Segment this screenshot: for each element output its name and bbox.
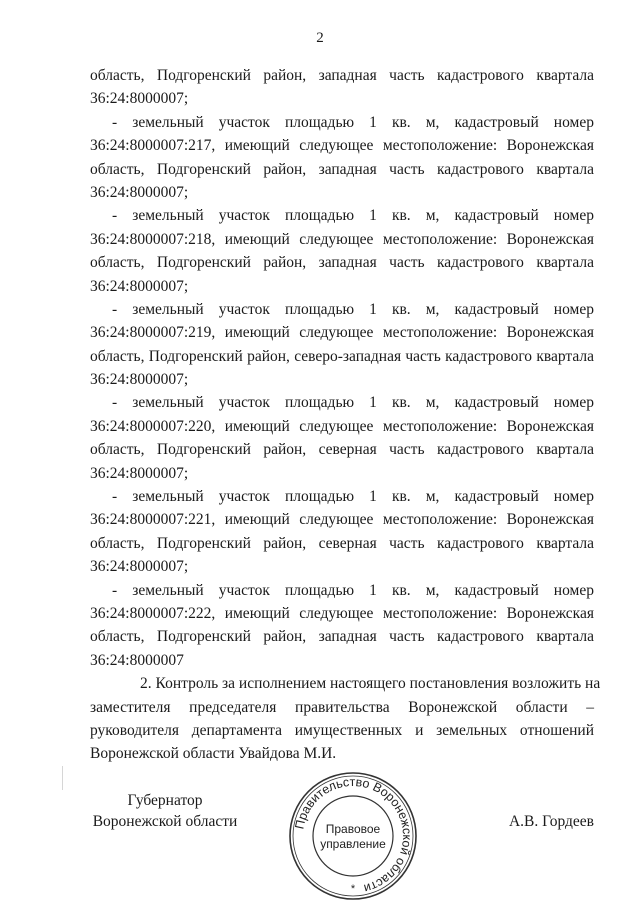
margin-mark: [62, 766, 63, 790]
text-line: область, Подгоренский район, западная часть кадастрового квартала: [90, 628, 594, 646]
signer-title: [90, 790, 240, 832]
text-line: 36:24:8000007: [90, 651, 184, 669]
text-line: - земельный участок площадью 1 кв. м, кадастровый номер: [112, 488, 594, 506]
document-body: [90, 64, 601, 766]
text-line: Воронежской области Увайдова М.И.: [90, 745, 337, 763]
seal-inner-line2: управление: [320, 837, 386, 851]
text-line: 36:24:8000007;: [90, 183, 189, 201]
signer-position: Губернатор: [127, 792, 203, 809]
text-line: - земельный участок площадью 1 кв. м, кадастровый номер: [112, 113, 594, 131]
text-line: 36:24:8000007:221, имеющий следующее местоположение: Воронежская: [90, 511, 594, 529]
text-line: область, Подгоренский район, западная часть кадастрового квартала: [90, 160, 594, 178]
text-line: - земельный участок площадью 1 кв. м, кадастровый номер: [112, 207, 594, 225]
text-line: 36:24:8000007:220, имеющий следующее местоположение: Воронежская: [90, 417, 594, 435]
text-line: область, Подгоренский район, северная часть кадастрового квартала: [90, 441, 594, 459]
signer-name: А.В. Гордеев: [508, 813, 594, 830]
signer-region: Воронежской области: [92, 813, 238, 830]
text-line: 2. Контроль за исполнением настоящего постановления возложить на: [140, 675, 601, 693]
text-line: 36:24:8000007;: [90, 558, 189, 576]
text-line: область, Подгоренский район, северо-западная часть кадастрового квартала: [90, 347, 594, 365]
signature-block: [90, 774, 594, 900]
seal-outer-text: Правительство Воронежской области: [292, 774, 415, 896]
text-line: 36:24:8000007;: [90, 371, 189, 389]
seal-star: *: [350, 883, 356, 895]
official-seal-stamp: [287, 770, 419, 902]
text-line: 36:24:8000007;: [90, 464, 189, 482]
seal-inner-line1: Правовое: [325, 822, 381, 836]
text-line: заместителя председателя правительства Воронежской области –: [90, 698, 594, 716]
text-line: 36:24:8000007:218, имеющий следующее местоположение: Воронежская: [90, 230, 594, 248]
text-line: область, Подгоренский район, западная часть кадастрового квартала: [90, 67, 594, 84]
text-line: 36:24:8000007;: [90, 277, 189, 295]
text-line: 36:24:8000007:222, имеющий следующее местоположение: Воронежская: [90, 604, 594, 622]
text-line: - земельный участок площадью 1 кв. м, кадастровый номер: [112, 581, 594, 599]
text-line: 36:24:8000007:217, имеющий следующее местоположение: Воронежская: [90, 137, 594, 155]
text-line: область, Подгоренский район, западная часть кадастрового квартала: [90, 254, 594, 272]
text-line: - земельный участок площадью 1 кв. м, кадастровый номер: [112, 300, 594, 318]
page-number: 2: [316, 30, 324, 46]
text-line: 36:24:8000007:219, имеющий следующее местоположение: Воронежская: [90, 324, 594, 342]
text-line: - земельный участок площадью 1 кв. м, кадастровый номер: [112, 394, 594, 412]
text-line: руководителя департамента имущественных и земельных отношений: [90, 721, 594, 739]
text-line: 36:24:8000007;: [90, 90, 189, 108]
text-line: область, Подгоренский район, северная часть кадастрового квартала: [90, 534, 594, 552]
